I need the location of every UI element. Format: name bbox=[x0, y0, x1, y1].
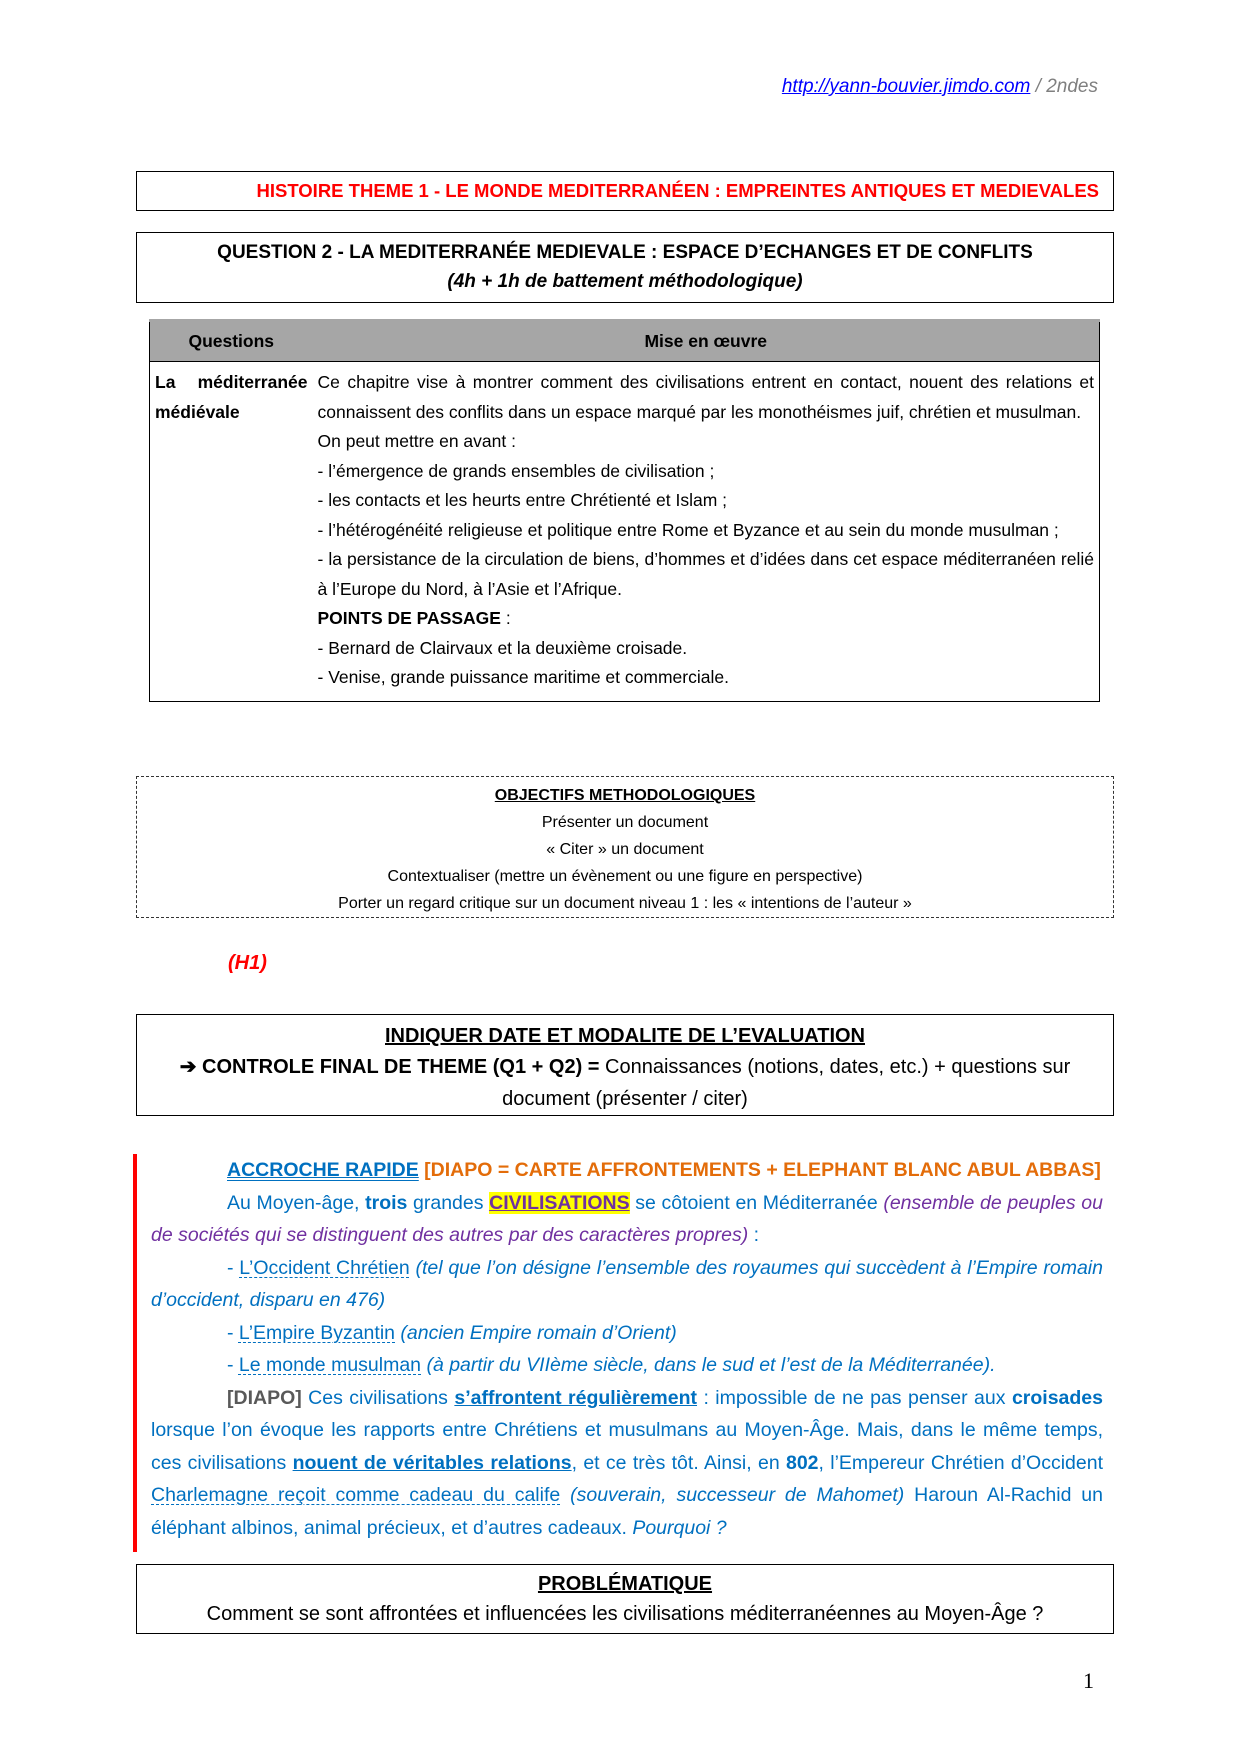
question-title-box bbox=[136, 232, 1114, 303]
passage-label: POINTS DE PASSAGE bbox=[317, 608, 501, 628]
lead-text: On peut mettre en avant : bbox=[317, 431, 516, 451]
objectives-title: OBJECTIFS METHODOLOGIQUES bbox=[494, 787, 756, 804]
accroche-diapo: [DIAPO = CARTE AFFRONTEMENTS + ELEPHANT BLANC ABUL ABBAS] bbox=[418, 1159, 1101, 1181]
theme-title: HISTOIRE THEME 1 - LE MONDE MEDITERRANÉEN : EMPREINTES ANTIQUES ET MEDIEVALES bbox=[256, 180, 1099, 201]
class-label: / 2ndes bbox=[1030, 76, 1098, 97]
civ-note: (à partir du VIIème siècle, dans le sud et l’est de la Méditerranée). bbox=[421, 1354, 996, 1376]
objective-item: Présenter un document bbox=[541, 814, 709, 831]
arrow-icon: ➔ bbox=[179, 1056, 197, 1078]
passage-heading: POINTS DE PASSAGE : bbox=[317, 608, 511, 628]
point-item: - les contacts et les heurts entre Chrétienté et Islam ; bbox=[317, 490, 727, 510]
evaluation-rest: Connaissances (notions, dates, etc.) + questions sur document (présenter / citer) bbox=[502, 1056, 1071, 1110]
civ-name: L’Occident Chrétien bbox=[239, 1256, 410, 1279]
evaluation-title: INDIQUER DATE ET MODALITE DE L’EVALUATION bbox=[385, 1025, 865, 1047]
table-row bbox=[150, 362, 1100, 702]
table-header-row bbox=[150, 321, 1100, 362]
passage-item: - Bernard de Clairvaux et la deuxième croisade. bbox=[317, 637, 688, 658]
accroche-title bbox=[151, 1154, 1103, 1187]
objectives-box bbox=[136, 776, 1114, 918]
question-title: QUESTION 2 - LA MEDITERRANÉE MEDIEVALE : ESPACE D’ECHANGES ET DE CONFLITS bbox=[217, 242, 1033, 263]
civ-item: - L’Occident Chrétien (tel que l’on désigne l’ensemble des royaumes qui succèdent à l’Empire romain d’occident, disparu en 476) bbox=[151, 1256, 1103, 1311]
diapo-tag: [DIAPO] bbox=[227, 1386, 302, 1409]
hour-tag: (H1) bbox=[228, 952, 267, 974]
problematique-question: Comment se sont affrontées et influencées les civilisations méditerranéennes au Moyen-Âge ? bbox=[206, 1603, 1044, 1625]
point-item: - la persistance de la circulation de biens, d’hommes et d’idées dans cet espace méditerranéen relié à l’Europe du Nord, à l’Asie et l’Afrique. bbox=[317, 549, 1094, 599]
row-content bbox=[313, 362, 1100, 702]
objective-item: Porter un regard critique sur un document niveau 1 : les « intentions de l’auteur » bbox=[338, 895, 912, 912]
page-number: 1 bbox=[1083, 1668, 1094, 1693]
page-header bbox=[782, 76, 1098, 98]
problematique-box bbox=[136, 1564, 1114, 1634]
point-item: - l’hétérogénéité religieuse et politique entre Rome et Byzance et au sein du monde musulman ; bbox=[317, 519, 1059, 540]
evaluation-detail bbox=[137, 1051, 1113, 1115]
row-question: La méditerranée médiévale bbox=[150, 362, 313, 702]
keyword-civilisations: CIVILISATIONS bbox=[489, 1191, 630, 1214]
civ-note: (tel que l’on désigne l’ensemble des royaumes qui succèdent à l’Empire romain d’occident, disparu en 476) bbox=[151, 1256, 1103, 1311]
civ-name: Le monde musulman bbox=[238, 1354, 422, 1376]
theme-title-box bbox=[136, 171, 1114, 211]
civ-item: - L’Empire Byzantin (ancien Empire romain d’Orient) bbox=[227, 1321, 677, 1344]
site-link[interactable]: http://yann-bouvier.jimdo.com bbox=[781, 76, 1031, 97]
header-questions: Questions bbox=[150, 321, 313, 362]
question-duration: (4h + 1h de battement méthodologique) bbox=[447, 271, 803, 292]
accroche-paragraph-2: [DIAPO] Ces civilisations s’affrontent régulièrement : impossible de ne pas penser aux croisades lorsque l’on évoque les rapports entre Chrétiens et musulmans au Moyen-Âge. Mais, dans le même temps, ces civilisations nouent de véritables relations, et ce très tôt. Ainsi, en 802, l’Empereur Chrétien d’Occident Charlemagne reçoit comme cadeau du calife (souverain, successeur de Mahomet) Haroun Al-Rachid un éléphant albinos, animal précieux, et d’autres cadeaux. Pourquoi ? bbox=[151, 1386, 1104, 1539]
passage-item: - Venise, grande puissance maritime et commerciale. bbox=[317, 667, 729, 687]
evaluation-bold: CONTROLE FINAL DE THEME (Q1 + Q2) = bbox=[196, 1056, 600, 1078]
civ-name: L’Empire Byzantin bbox=[238, 1321, 395, 1344]
intro-text: Ce chapitre vise à montrer comment des civilisations entrent en contact, nouent des relations et connaissent des conflits dans un espace marqué par les monothéismes juif, chrétien et musulman. bbox=[317, 372, 1094, 422]
accroche-label: ACCROCHE RAPIDE bbox=[227, 1159, 419, 1181]
objective-item: Contextualiser (mettre un évènement ou une figure en perspective) bbox=[387, 868, 863, 885]
civ-item: - Le monde musulman (à partir du VIIème siècle, dans le sud et l’est de la Méditerranée). bbox=[227, 1354, 996, 1376]
point-item: - l’émergence de grands ensembles de civilisation ; bbox=[317, 460, 715, 481]
accroche-section bbox=[133, 1154, 1103, 1552]
accroche-paragraph-1: Au Moyen-âge, trois grandes CIVILISATIONS se côtoient en Méditerranée (ensemble de peuples ou de sociétés qui se distinguent des autres par des caractères propres) : bbox=[151, 1191, 1103, 1246]
evaluation-box bbox=[136, 1014, 1114, 1116]
objective-item: « Citer » un document bbox=[546, 841, 704, 858]
header-mise-en-oeuvre: Mise en œuvre bbox=[313, 321, 1100, 362]
problematique-title: PROBLÉMATIQUE bbox=[537, 1573, 713, 1595]
definition-civilisation: (ensemble de peuples ou de sociétés qui se distinguent des autres par des caractères propres) bbox=[151, 1191, 1103, 1246]
program-table bbox=[149, 319, 1100, 702]
civ-note: (ancien Empire romain d’Orient) bbox=[395, 1321, 677, 1344]
